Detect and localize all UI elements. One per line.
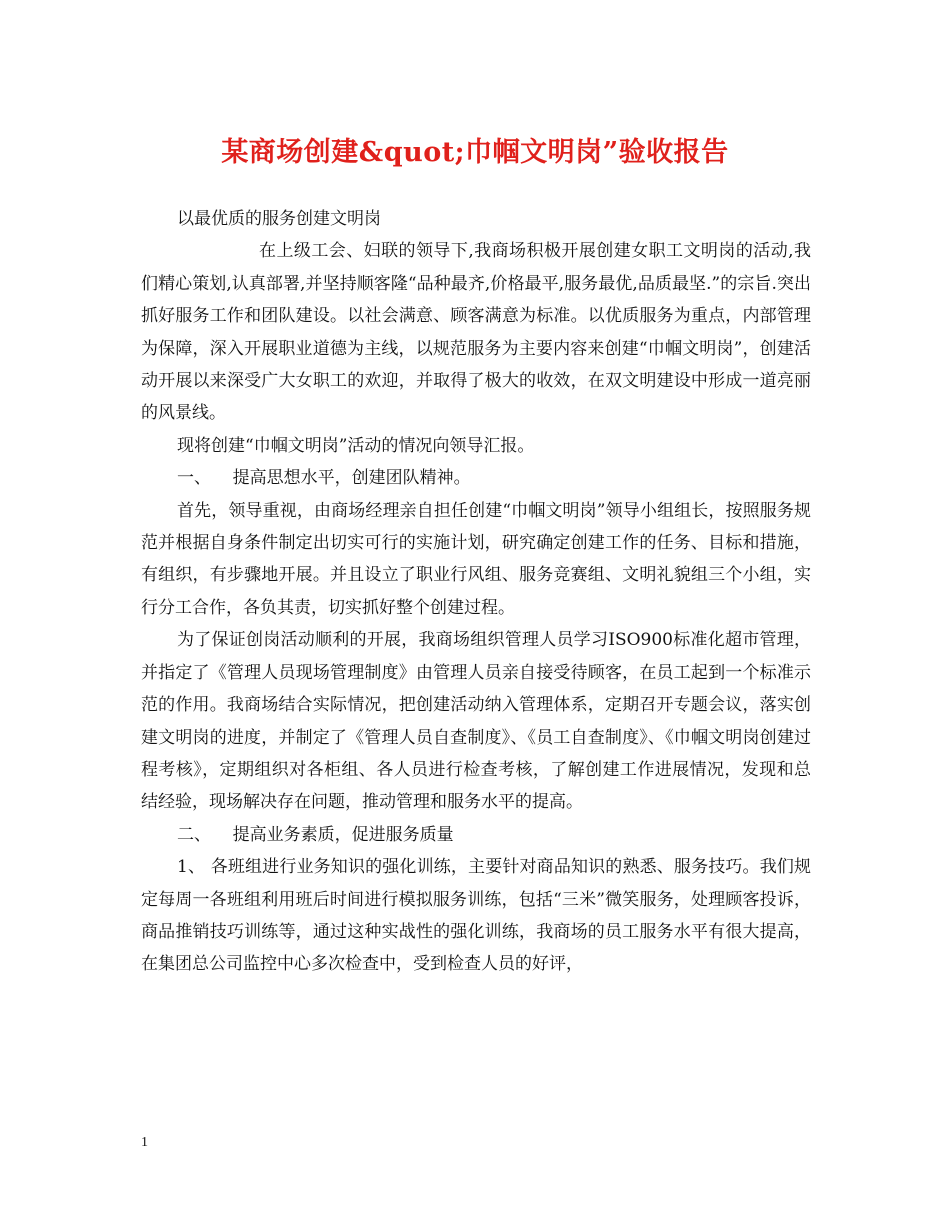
list-item-1 bbox=[141, 851, 811, 981]
paragraph-intro: 在上级工会、妇联的领导下,我商场积极开展创建女职工文明岗的活动,我们精心策划,认真部署,并坚持顺客隆“品种最齐,价格最平,服务最优,品质最坚.”的宗旨.突出抓好服务工作和团队建设。以社会满意、顾客满意为标准。以优质服务为重点，内部管理为保障，深入开展职业道德为主线，以规范服务为主要内容来创建“巾帼文明岗”，创建活动开展以来深受广大女职工的欢迎，并取得了极大的收效，在双文明建设中形成一道亮丽的风景线。 bbox=[141, 241, 811, 424]
paragraph-leadership: 首先，领导重视，由商场经理亲自担任创建“巾帼文明岗”领导小组组长，按照服务规范并根据自身条件制定出切实可行的实施计划，研究确定创建工作的任务、目标和措施，有组织，有步骤地开展。并且设立了职业行风组、服务竞赛组、文明礼貌组三个小组，实行分工合作，各负其责，切实抓好整个创建过程。 bbox=[141, 500, 811, 618]
section-heading-2 bbox=[141, 819, 811, 851]
document-body bbox=[141, 203, 811, 981]
page-number: 1 bbox=[141, 1135, 148, 1150]
section-number-2: 二、 bbox=[177, 824, 211, 845]
paragraph-management: 为了保证创岗活动顺利的开展，我商场组织管理人员学习ISO900标准化超市管理，并指定了《管理人员现场管理制度》由管理人员亲自接受待顾客，在员工起到一个标准示范的作用。我商场结合实际情况，把创建活动纳入管理体系，定期召开专题会议，落实创建文明岗的进度，并制定了《管理人员自查制度》、《员工自查制度》、《巾帼文明岗创建过程考核》，定期组织对各柜组、各人员进行检查考核，了解创建工作进展情况，发现和总结经验，现场解决存在问题，推动管理和服务水平的提高。 bbox=[141, 630, 811, 813]
section-number-1: 一、 bbox=[177, 468, 211, 489]
list-item-text-1: 各班组进行业务知识的强化训练，主要针对商品知识的熟悉、服务技巧。我们规定每周一各班组利用班后时间进行模拟服务训练，包括“三米”微笑服务，处理顾客投诉，商品推销技巧训练等，通过这种实战性的强化训练，我商场的员工服务水平有很大提高，在集团总公司监控中心多次检查中，受到检查人员的好评， bbox=[141, 857, 811, 975]
paragraph-report: 现将创建“巾帼文明岗”活动的情况向领导汇报。 bbox=[177, 435, 535, 456]
section-title-1: 提高思想水平，创建团队精神。 bbox=[232, 468, 471, 489]
section-heading-1 bbox=[141, 462, 811, 494]
list-item-number-1: 1、 bbox=[177, 857, 206, 878]
page-title: 某商场创建&quot;巾帼文明岗”验收报告 bbox=[221, 137, 729, 168]
section-title-2: 提高业务素质，促进服务质量 bbox=[232, 824, 454, 845]
subtitle: 以最优质的服务创建文明岗 bbox=[177, 209, 381, 229]
